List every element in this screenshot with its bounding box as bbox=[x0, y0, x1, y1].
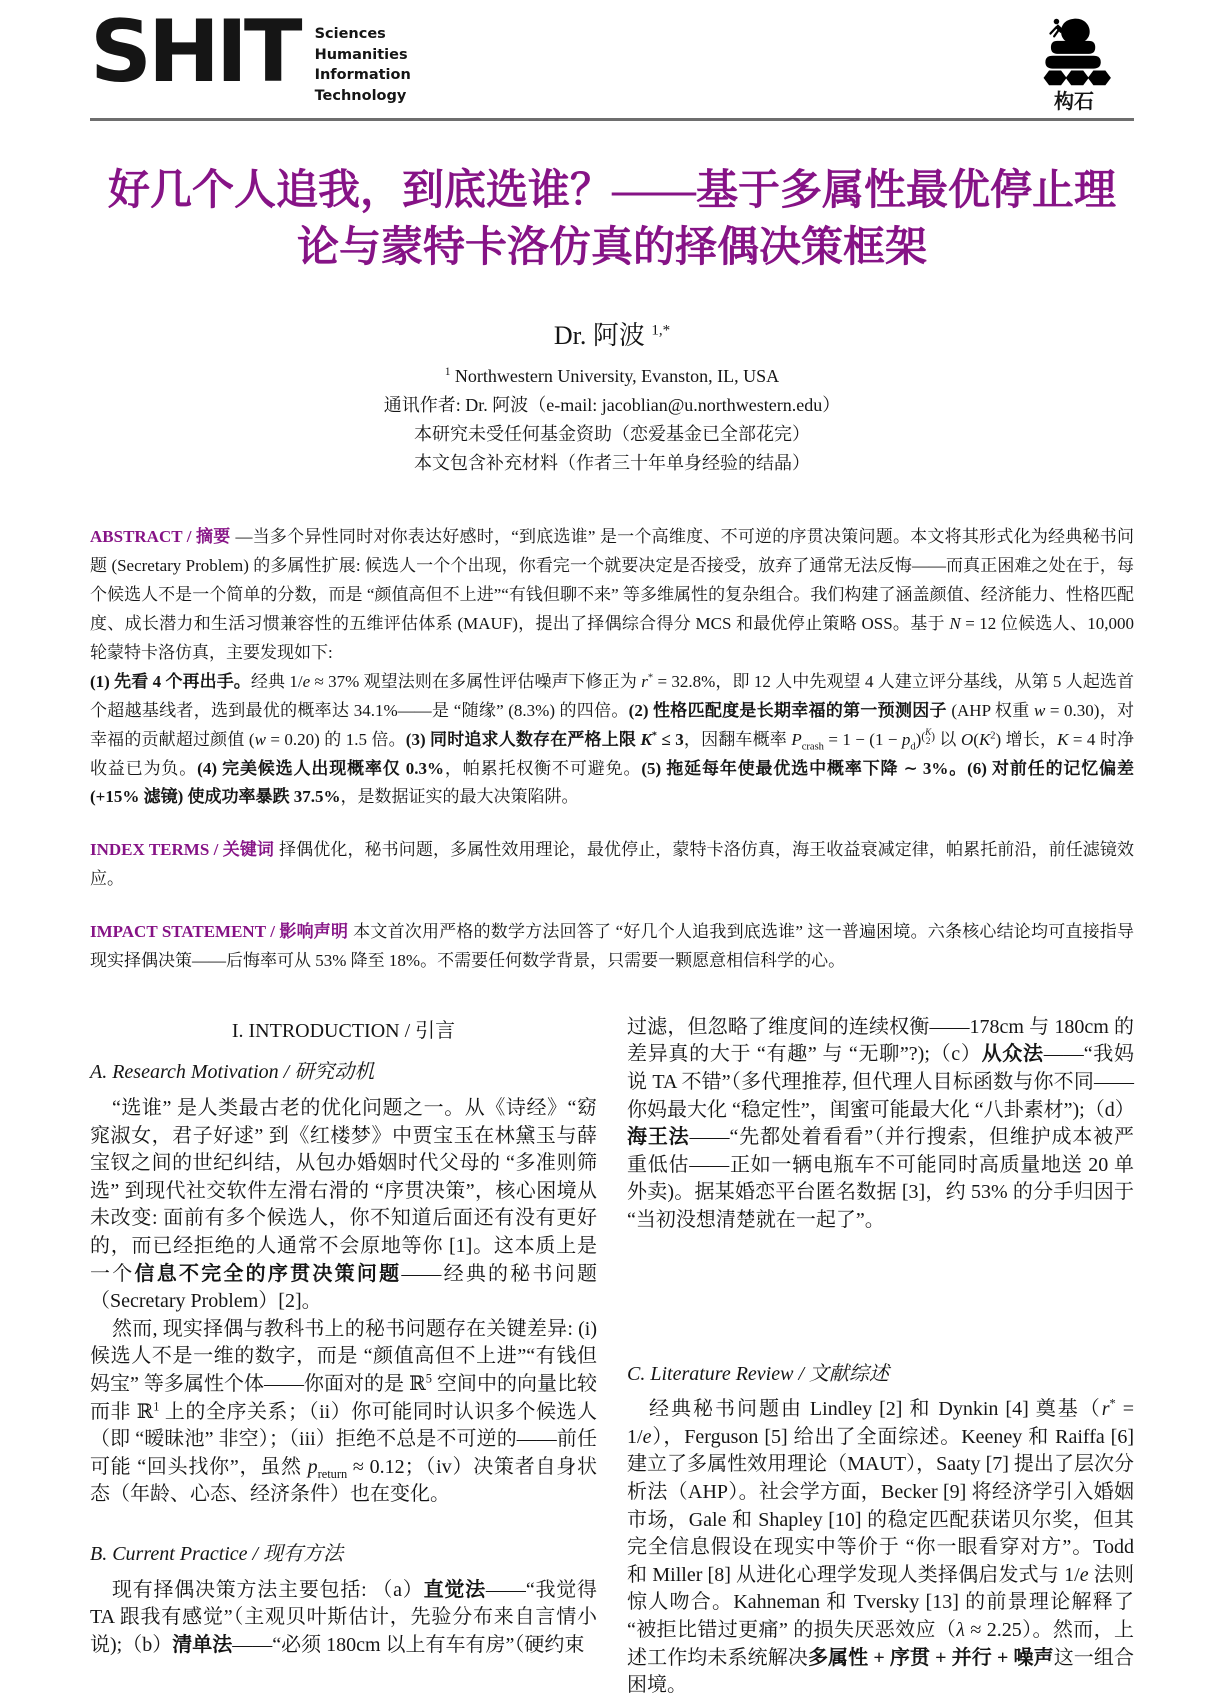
journal-full-name bbox=[315, 16, 411, 106]
affiliation-line bbox=[90, 362, 1134, 391]
intro-paragraph-2: 然而, 现实择偶与教科书上的秘书问题存在关键差异: (i) 候选人不是一维的数字，而是 “颜值高但不上进”“有钱但妈宝” 等多属性个体——你面对的是 ℝ$^5$ 空间中的向量比较而非 ℝ$^1$ 上的全序关系；（ii）你可能同时认识多个候选人（即 “暧昧池” 非空）；（iii）拒绝不总是不可逆的——前任可能 “回头找你”，虽然 $p_{return} \approx 0.12$；（iv）决策者自身状态（年龄、心态、经济条件）也在变化。 bbox=[90, 1317, 598, 1506]
publisher-name: 构石 bbox=[1054, 89, 1094, 113]
publisher-logo bbox=[1014, 16, 1134, 112]
affiliation-text: Northwestern University, Evanston, IL, USA bbox=[454, 366, 780, 387]
subsection-heading-current-practice: B. Current Practice / 现有方法 bbox=[90, 1542, 344, 1565]
paper-title: 好几个人追我，到底选谁？——基于多属性最优停止理论与蒙特卡洛仿真的择偶决策框架 bbox=[107, 168, 1116, 272]
index-terms-section bbox=[90, 836, 1134, 894]
journal-word-technology: Technology bbox=[314, 87, 407, 104]
index-terms-text: 择偶优化，秘书问题，多属性效用理论，最优停止，蒙特卡洛仿真，海王收益衰减定律，帕累托前沿，前任滤镜效应。 bbox=[90, 840, 1135, 889]
journal-word-humanities: Humanities bbox=[314, 46, 408, 63]
journal-word-sciences: Sciences bbox=[314, 26, 386, 42]
journal-word-information: Information bbox=[314, 67, 411, 84]
correspondence-line: 通讯作者: Dr. 阿波（e-mail: jacoblian@u.northwestern.edu） bbox=[383, 395, 841, 416]
author-mark: 1,* bbox=[651, 322, 671, 339]
journal-masthead bbox=[90, 2, 1134, 113]
funding-line: 本研究未受任何基金资助（恋爱基金已全部花完） bbox=[414, 423, 810, 444]
header-divider bbox=[90, 118, 1134, 121]
right-column bbox=[627, 1014, 1134, 1700]
two-column-body bbox=[90, 1014, 1134, 1700]
impact-statement-paragraph bbox=[90, 918, 1134, 976]
impact-statement-section bbox=[90, 918, 1134, 976]
supplementary-line: 本文包含补充材料（作者三十年单身经验的结晶） bbox=[414, 452, 810, 473]
journal-logo bbox=[90, 2, 411, 106]
subsection-heading-literature-review: C. Literature Review / 文献综述 bbox=[627, 1362, 890, 1385]
affiliation-block bbox=[90, 362, 1134, 477]
abstract-paragraph bbox=[90, 523, 1134, 667]
abstract-section bbox=[90, 523, 1134, 812]
section-heading-introduction: I. INTRODUCTION / 引言 bbox=[231, 1019, 456, 1042]
intro-paragraph-5: 经典秘书问题由 Lindley [2] 和 Dynkin [4] 奠基（r* = 1/e），Ferguson [5] 给出了全面综述。Keeney 和 Raiffa [6] 建立了多属性效用理论（MAUT），Saaty [7] 提出了层次分析法（AHP）。社会学方面，Becker [9] 将经济学引入婚姻市场，Gale 和 Shapley [10] 的稳定匹配获诺贝尔奖，但其完全信息假设在现实中等价于 “你一眼看穿对方”。Todd 和 Miller [8] 从进化心理学发现人类择偶启发式与 1/e 法则惊人吻合。Kahneman 和 Tversky [13] 的前景理论解释了 “被拒比错过更痛” 的损失厌恶效应（λ ≈ 2.25）。然而，上述工作均未系统解决多属性 + 序贯 + 并行 + 噪声这一组合困境。 bbox=[627, 1396, 1134, 1697]
intro-paragraph-4: 过滤，但忽略了维度间的连续权衡——178cm 与 180cm 的差异真的大于 “有趣” 与 “无聊”?);（c）从众法——“我妈说 TA 不错”（多代理推荐, 但代理人目标函数与你不同——你妈最大化 “稳定性”，闺蜜可能最大化 “八卦素材”);（d）海王法——“先都处着看看”（并行搜索，但维护成本被严重低估——正如一辆电瓶车不可能同时高质量地送 20 单外卖)。据某婚恋平台匿名数据 [3]，约 53% 的分手归因于 “当初没想清楚就在一起了”。 bbox=[627, 1015, 1135, 1232]
abstract-findings: (1) 先看 4 个再出手。经典 1/e ≈ 37% 观望法则在多属性评估噪声下修正为 r* = 32.8%，即 12 人中先观望 4 人建立评分基线，从第 5 人起选首个超越基线者，选到最优的概率达 34.1%——是 “随缘” (8.3%) 的四倍。(2) 性格匹配度是长期幸福的第一预测因子 (AHP 权重 w = 0.30)，对幸福的贡献超过颜值 (w = 0.20) 的 1.5 倍。(3) 同时追求人数存在严格上限 K* ≤ 3，因翻车概率 $P_{crash} = 1 - (1 - p_d)$ ( K 2 ) 以 $O(K^2)$ 增长，K = 4 时净收益已为负。(4) 完美候选人出现概率仅 0.3%，帕累托权衡不可避免。(5) 拖延每年使最优选中概率下降 ∼ 3%。(6) 对前任的记忆偏差 (+15% 滤镜) 使成功率暴跌 37.5%，是数据证实的最大决策陷阱。 bbox=[90, 671, 1135, 807]
index-terms-paragraph bbox=[90, 836, 1134, 894]
author-name: Dr. 阿波 bbox=[553, 321, 645, 351]
abstract-label: ABSTRACT / 摘要 bbox=[90, 527, 231, 547]
intro-paragraph-1: “选谁” 是人类最古老的优化问题之一。从《诗经》“窈窕淑女，君子好逑” 到《红楼梦》中贾宝玉在林黛玉与薛宝钗之间的世纪纠结，从包办婚姻时代父母的 “多准则筛选” 到现代社交软件左滑右滑的 “序贯决策”，核心困境从未改变: 面前有多个候选人，你不知道后面还有没有更好的，而已经拒绝的人通常不会原地等你 [1]。这本质上是一个信息不完全的序贯决策问题——经典的秘书问题（Secretary Problem）[2]。 bbox=[90, 1097, 598, 1313]
rock-pile-icon bbox=[1037, 16, 1111, 88]
left-column bbox=[90, 1014, 597, 1700]
impact-statement-text: 本文首次用严格的数学方法回答了 “好几个人追我到底选谁” 这一普遍困境。六条核心结论均可直接指导现实择偶决策——后悔率可从 53% 降至 18%。不需要任何数学背景，只需要一颗愿意相信科学的心。 bbox=[90, 922, 1134, 970]
affiliation-mark: 1 bbox=[444, 366, 451, 379]
index-terms-label: INDEX TERMS / 关键词 bbox=[90, 840, 275, 860]
intro-paragraph-3: 现有择偶决策方法主要包括: （a）直觉法——“我觉得 TA 跟我有感觉”（主观贝叶斯估计，先验分布来自言情小说);（b）清单法——“必须 180cm 以上有车有房”（硬约束 bbox=[90, 1578, 597, 1656]
author-line bbox=[90, 315, 1134, 352]
journal-acronym: SHIT bbox=[90, 2, 299, 102]
abstract-text: —当多个异性同时对你表达好感时，“到底选谁” 是一个高维度、不可逆的序贯决策问题。本文将其形式化为经典秘书问题 (Secretary Problem) 的多属性扩展: 候选人一个个出现，你看完一个就要决定是否接受，放弃了通常无法反悔——而真正困难之处在于，每个候选人不是一个简单的分数，而是 “颜值高但不上进”“有钱但聊不来” 等多维属性的复杂组合。我们构建了涵盖颜值、经济能力、性格匹配度、成长潜力和生活习惯兼容性的五维评估体系 (MAUF)，提出了择偶综合得分 MCS 和最优停止策略 OSS。基于 N = 12 位候选人、10,000 轮蒙特卡洛仿真，主要发现如下: bbox=[90, 527, 1134, 662]
impact-statement-label: IMPACT STATEMENT / 影响声明 bbox=[90, 922, 349, 942]
subsection-heading-research-motivation: A. Research Motivation / 研究动机 bbox=[90, 1061, 375, 1084]
